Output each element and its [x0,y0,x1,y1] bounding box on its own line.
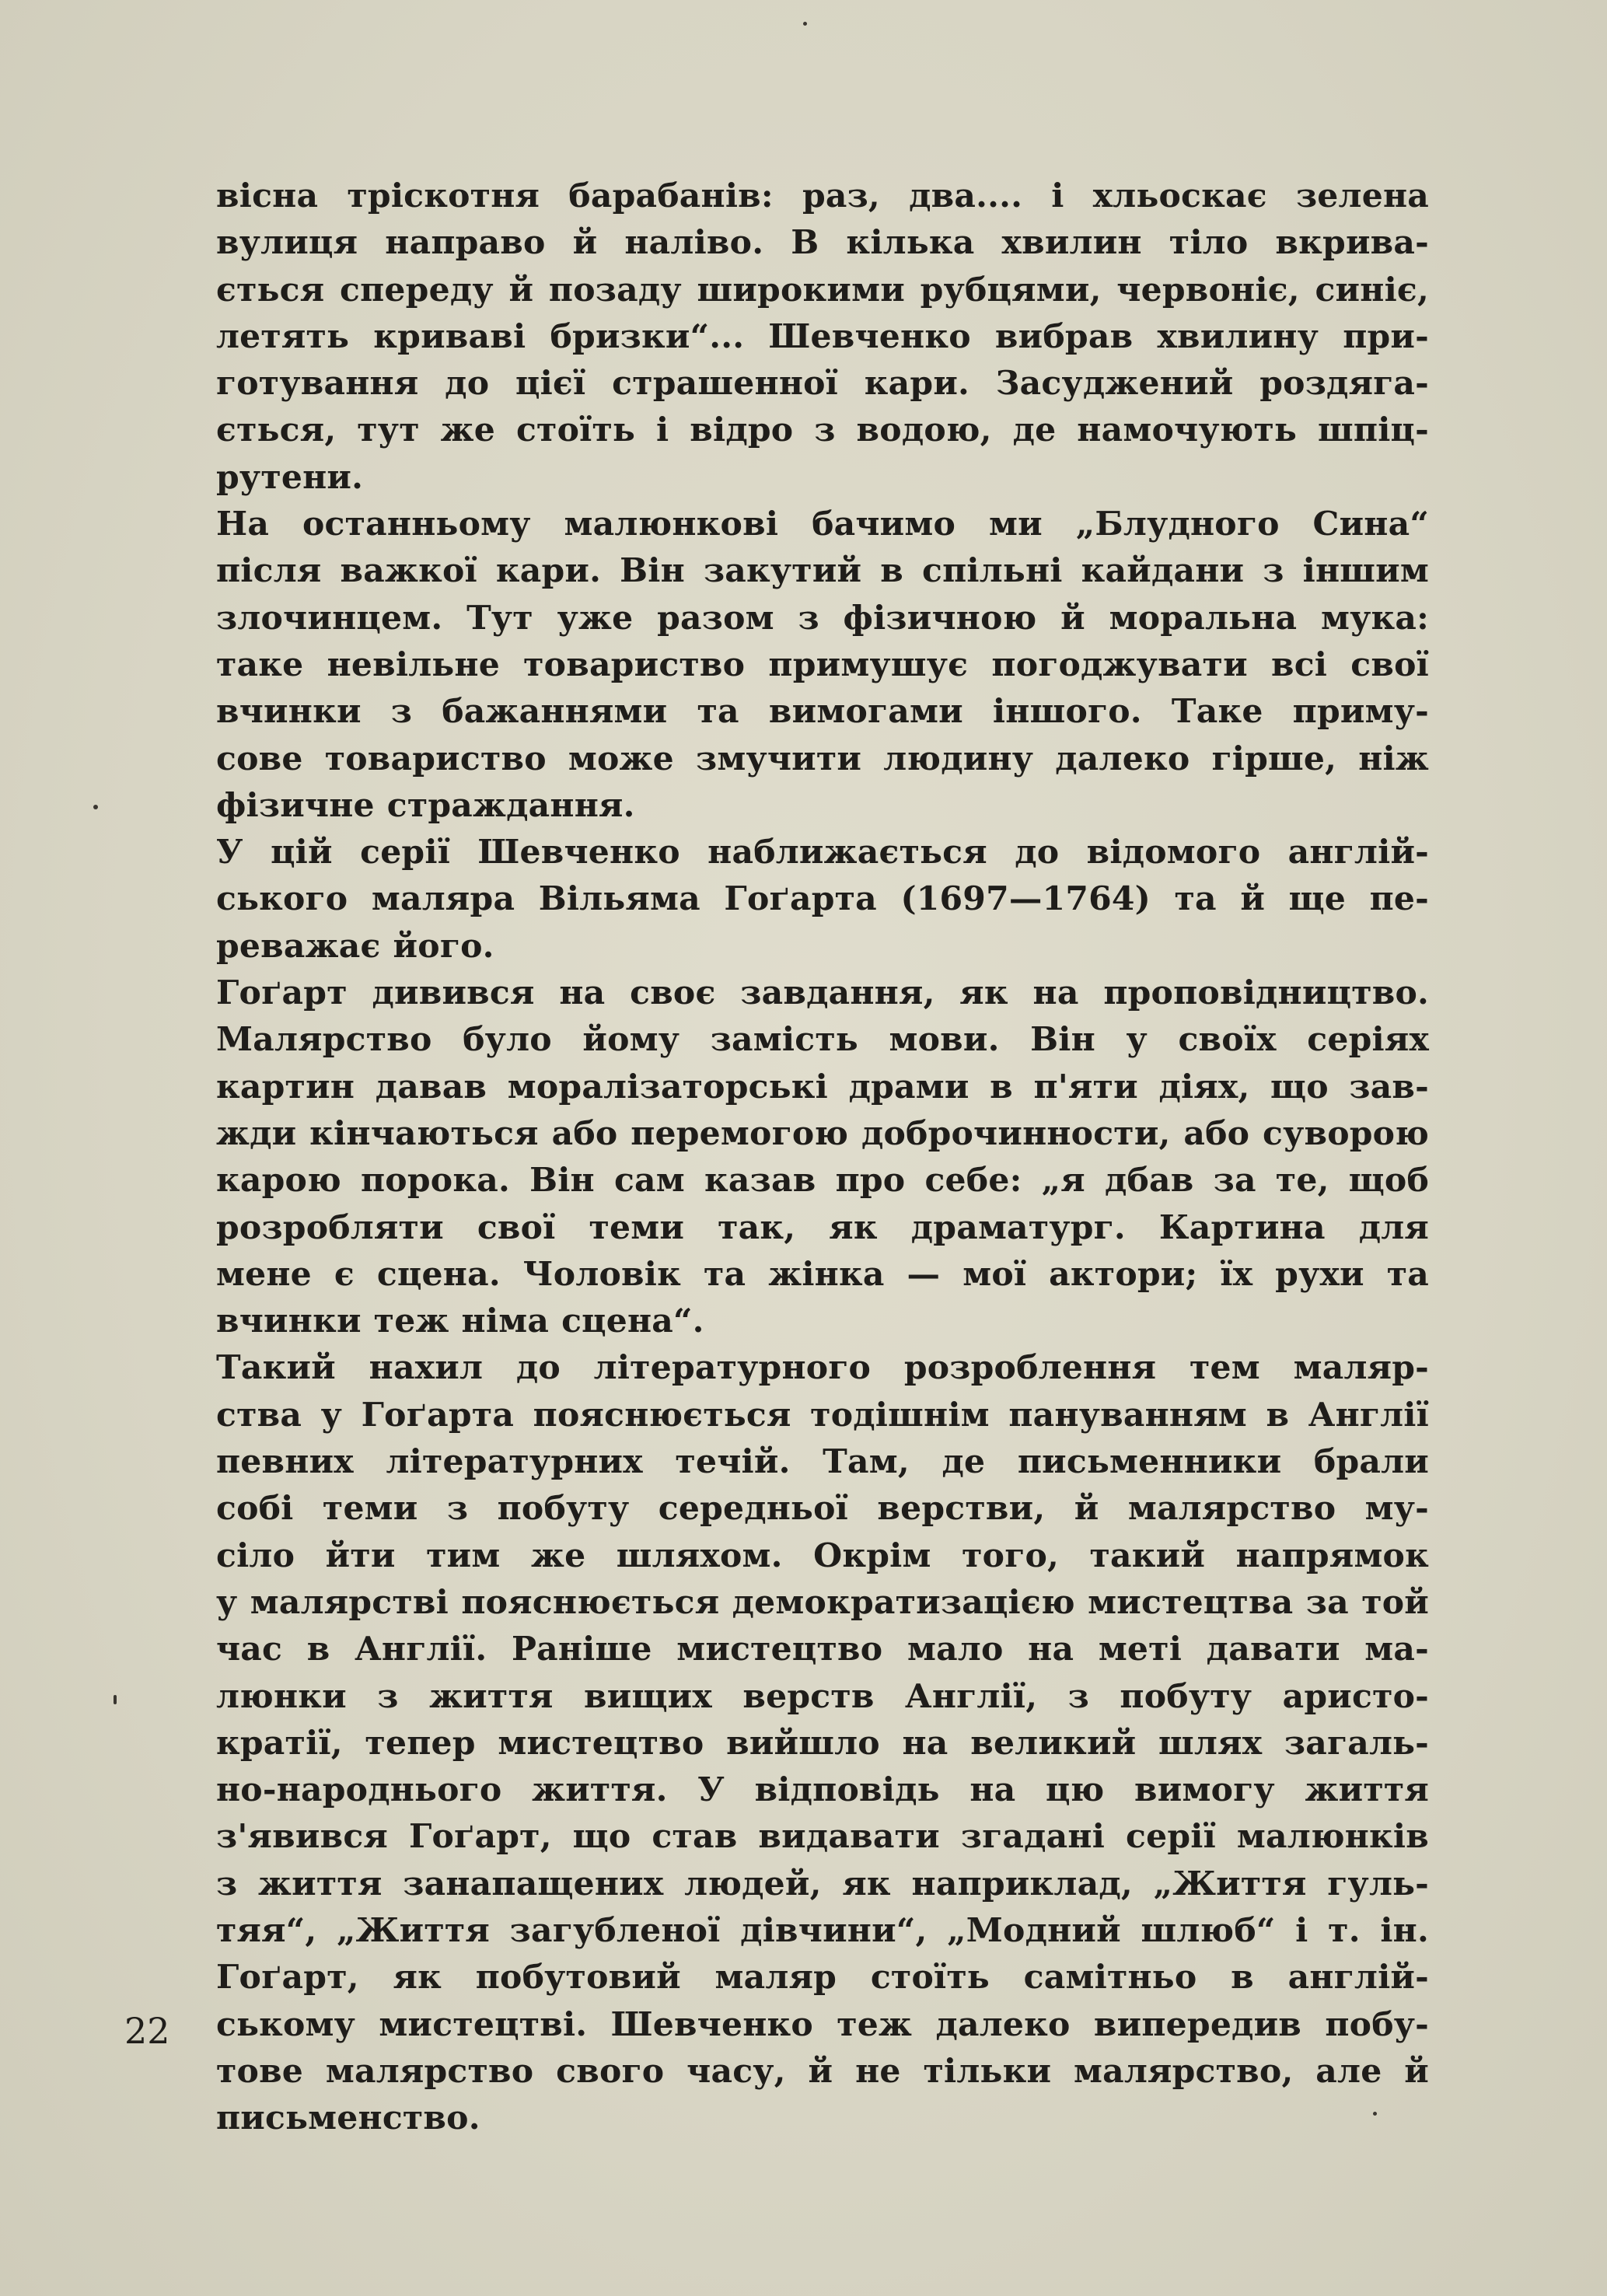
paper-speck [114,1695,117,1704]
text-line: з життя занапащених людей, як наприклад, „Життя гуль- [216,1864,1429,1903]
text-line: ства у Гоґарта пояснюється тодішнім пануванням в Англії [216,1395,1429,1435]
text-line: сіло йти тим же шляхом. Окрім того, такий напрямок [216,1536,1429,1575]
text-line: Гоґарт дивився на своє завдання, як на проповідництво. [216,973,1429,1013]
text-line: тяя“, „Життя загубленої дівчини“, „Модний шлюб“ і т. ін. [216,1910,1429,1950]
text-line: реважає його. [216,926,494,966]
text-line: ського маляра Вільяма Гоґарта (1697—1764) та й ще пе- [216,879,1429,919]
text-line: карою порока. Він сам казав про себе: „я дбав за те, щоб [216,1161,1429,1200]
text-line: фізичне страждання. [216,785,635,825]
text-line: собі теми з побуту середньої верстви, й малярство му- [216,1489,1429,1529]
text-line: злочинцем. Тут уже разом з фізичною й моральна мука: [216,598,1429,638]
paragraph-5 [216,1344,1429,2141]
text-line: тове малярство свого часу, й не тільки малярство, але й [216,2051,1429,2091]
text-line: готування до цієї страшенної кари. Засуджений роздяга- [216,364,1429,404]
text-line: летять криваві бризки“... Шевченко вибрав хвилину при- [216,316,1429,356]
text-line: таке невільне товариство примушує погоджувати всі свої [216,645,1429,684]
paper-speck [93,805,98,809]
paragraph-2 [216,501,1429,829]
text-line: Такий нахил до літературного розроблення тем маляр- [216,1348,1429,1388]
paragraph-1 [216,173,1429,501]
text-line: Малярство було йому замість мови. Він у своїх серіях [216,1020,1429,1060]
text-line: ському мистецтві. Шевченко теж далеко випередив побу- [216,2004,1429,2044]
body-text [216,173,1429,2141]
text-line: рутени. [216,457,364,497]
text-line: жди кінчаються або перемогою доброчинности, або суворою [216,1113,1429,1153]
text-line: письменство. [216,2099,480,2138]
text-line: вчинки теж німа сцена“. [216,1302,704,1341]
text-line: кратії, тепер мистецтво вийшло на великий шлях загаль- [216,1723,1429,1763]
text-line: На останньому малюнкові бачимо ми „Блудного Сина“ [216,505,1429,544]
paragraph-3 [216,829,1429,970]
text-line: сове товариство може змучити людину далеко гірше, ніж [216,739,1429,778]
paper-speck [803,22,807,26]
text-line: вісна тріскотня барабанів: раз, два.... і хльоскає зелена [216,176,1429,215]
paragraph-4 [216,970,1429,1344]
text-line: мене є сцена. Чоловік та жінка — мої актори; їх рухи та [216,1254,1429,1294]
text-line: ється, тут же стоїть і відро з водою, де намочують шпіц- [216,411,1429,450]
text-line: но-народнього життя. У відповідь на цю вимогу життя [216,1770,1429,1810]
text-line: У цій серії Шевченко наближається до відомого англій- [216,833,1429,872]
text-line: у малярстві пояснюється демократизацією мистецтва за той [216,1582,1429,1622]
text-line: після важкої кари. Він закутий в спільні кайдани з іншим [216,551,1429,591]
text-line: розробляти свої теми так, як драматург. Картина для [216,1207,1429,1247]
text-line: час в Англії. Раніше мистецтво мало на меті давати ма- [216,1630,1429,1669]
text-line: картин давав моралізаторські драми в п'яти діях, що зав- [216,1067,1429,1106]
page-number: 22 [124,2010,170,2052]
text-line: певних літературних течій. Там, де письменники брали [216,1442,1429,1482]
text-line: вчинки з бажаннями та вимогами іншого. Таке приму- [216,692,1429,732]
text-line: люнки з життя вищих верств Англії, з побуту аристо- [216,1676,1429,1716]
text-line: ється спереду й позаду широкими рубцями, червоніє, синіє, [216,270,1429,309]
paper-speck [1373,2112,1377,2116]
text-line: вулиця направо й наліво. В кілька хвилин тіло вкрива- [216,223,1429,263]
text-line: з'явився Гоґарт, що став видавати згадані серії малюнків [216,1817,1429,1857]
text-line: Гоґарт, як побутовий маляр стоїть самітньо в англій- [216,1958,1429,1997]
